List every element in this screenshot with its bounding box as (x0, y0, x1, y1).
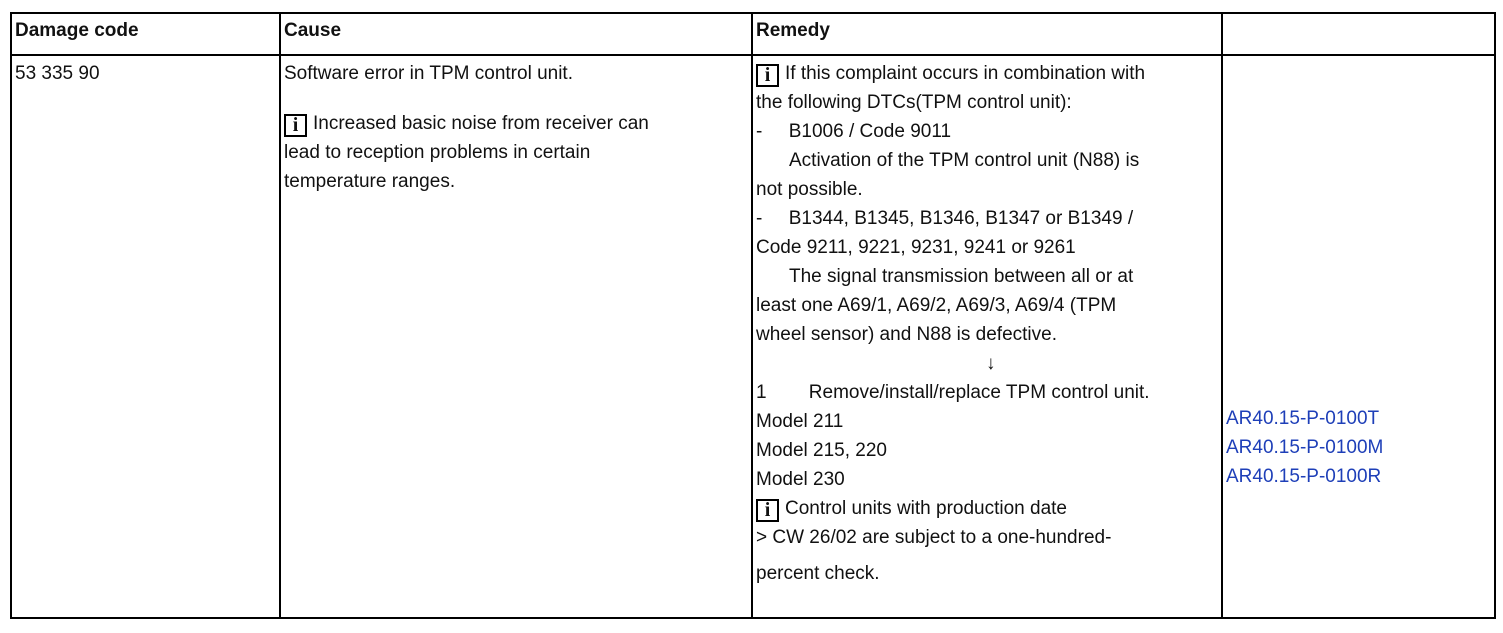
damage-code-cell (11, 55, 280, 618)
remedy-line: - B1344, B1345, B1346, B1347 or B1349 / (756, 208, 1134, 229)
link-model-230[interactable]: AR40.15-P-0100R (1226, 466, 1382, 487)
header-links (1222, 13, 1495, 55)
remedy-line: Code 9211, 9221, 9231, 9241 or 9261 (756, 237, 1076, 258)
remedy-note-line: i Control units with production date (756, 494, 1221, 523)
header-remedy: Remedy (752, 13, 1222, 55)
damage-table (10, 12, 1496, 619)
remedy-step: 1 Remove/install/replace TPM control unit. (756, 382, 1150, 403)
cause-note-line: lead to reception problems in certain (284, 142, 591, 163)
remedy-line: i If this complaint occurs in combination with (756, 59, 1221, 88)
down-arrow-icon: ↓ (986, 353, 996, 374)
info-icon: i (756, 499, 779, 522)
remedy-line: The signal transmission between all or at (789, 266, 1134, 287)
remedy-model: Model 215, 220 (756, 440, 887, 461)
damage-code: 53 335 90 (15, 63, 100, 84)
remedy-model: Model 230 (756, 469, 845, 490)
remedy-line: least one A69/1, A69/2, A69/3, A69/4 (TPM (756, 295, 1117, 316)
header-cause: Cause (280, 13, 752, 55)
header-row (11, 13, 1495, 55)
table-row (11, 55, 1495, 618)
link-model-215-220[interactable]: AR40.15-P-0100M (1226, 437, 1384, 458)
cause-text: Software error in TPM control unit. (284, 63, 573, 84)
cause-cell (280, 55, 752, 618)
info-icon: i (756, 64, 779, 87)
links-cell (1222, 55, 1495, 618)
link-model-211[interactable]: AR40.15-P-0100T (1226, 408, 1380, 429)
remedy-note-line: > CW 26/02 are subject to a one-hundred- (756, 527, 1112, 548)
header-damage-code: Damage code (11, 13, 280, 55)
remedy-line: Activation of the TPM control unit (N88) is (789, 150, 1140, 171)
cause-note-line: temperature ranges. (284, 171, 456, 192)
remedy-line: - B1006 / Code 9011 (756, 121, 952, 142)
info-icon: i (284, 114, 307, 137)
remedy-note-line: percent check. (756, 563, 880, 584)
cause-note-line: i Increased basic noise from receiver can (284, 109, 751, 138)
remedy-cell (752, 55, 1222, 618)
remedy-line: the following DTCs(TPM control unit): (756, 92, 1072, 113)
remedy-line: not possible. (756, 179, 863, 200)
remedy-model: Model 211 (756, 411, 844, 432)
remedy-line: wheel sensor) and N88 is defective. (756, 324, 1057, 345)
